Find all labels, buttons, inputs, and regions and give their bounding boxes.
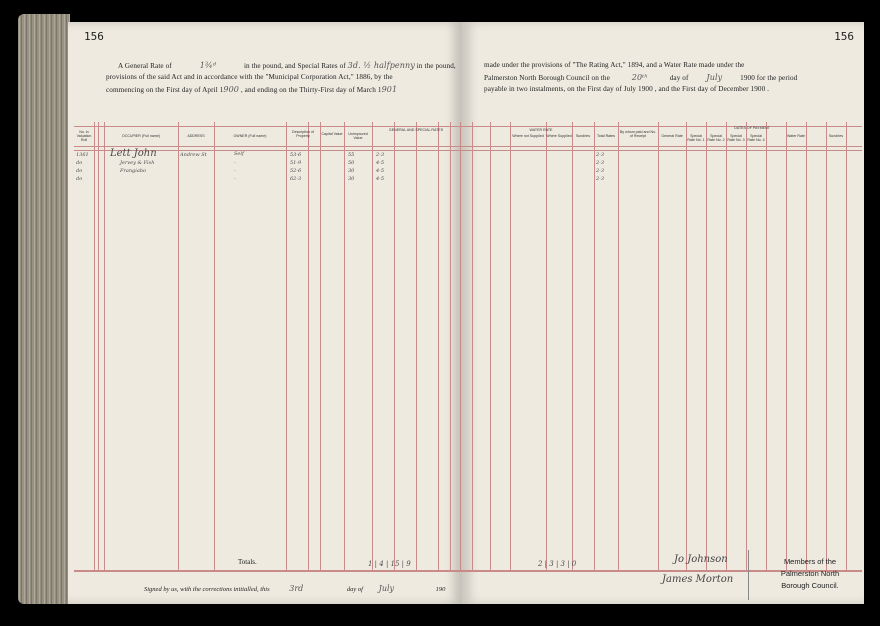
col-water-rate: WATER RATE — [529, 128, 553, 132]
col-pay-sundries: Sundries — [828, 134, 844, 138]
left-ledger-grid: No. in Valuation Roll OCCUPIER (Full name) ADDRESS OWNER (Full name) Description of Property Capital Value Unimproved Value GENERAL AND SPECIAL RATES 1361 Lett John Andrew St Self 53-6 55 2-3 do Jervey & Fish - 51-9 50 4-5 do Frangiabo - 52-6 30 4-5 do - 62-3 30 4-5 — [74, 122, 462, 572]
col-address: ADDRESS — [187, 134, 205, 138]
left-page — [68, 22, 462, 604]
signature-1: Jo Johnson — [674, 554, 728, 565]
header-line2-left: provisions of the said Act and in accordance with the "Municipal Corporation Act," 1886, by the — [106, 73, 393, 81]
totals-label: Totals. — [238, 558, 257, 566]
page-number-left: 156 — [84, 30, 104, 43]
members-label: Members of the Palmerston North Borough Council. — [780, 557, 840, 590]
col-by-whom-paid: By whom paid and No. of Receipt — [619, 130, 657, 138]
signed-line: Signed by us, with the corrections initialled, this 3rd day of July 190 — [144, 584, 446, 593]
total-rates-row2: 2-3 — [596, 160, 605, 166]
col-pay-water: Water Rate — [786, 134, 806, 138]
total-rates-row1: 2-3 — [596, 152, 605, 158]
right-ledger-grid — [462, 122, 862, 572]
header-line2-right: Palmerston North Borough Council on the 20ᵗʰ day of July 1900 for the period — [484, 73, 798, 82]
col-dates-of-payment: DATES OF PAYMENT — [734, 126, 770, 130]
page-edges — [18, 14, 70, 604]
totals-left-value: 1 | 4 | 15 | 9 — [368, 560, 411, 568]
col-where-not-supplied: Where not Supplied — [512, 134, 544, 138]
col-pay-general: General Rate — [661, 134, 683, 138]
page-number-right: 156 — [834, 30, 854, 43]
col-pay-special-4: Special Rate No. 4 — [747, 134, 765, 142]
col-owner: OWNER (Full name) — [233, 134, 267, 138]
col-total-rates: Total Rates — [597, 134, 615, 138]
header-line1-left: A General Rate of 1¾ᵈ in the pound, and Special Rates of 3d. ½ halfpenny in the pound, — [118, 61, 456, 70]
col-pay-special-3: Special Rate No. 3 — [727, 134, 745, 142]
col-pay-special-2: Special Rate No. 2 — [707, 134, 725, 142]
col-where-supplied: Where Supplied — [546, 134, 572, 138]
header-line3-right: payable in two instalments, on the First day of July 1900 , and the First day of December 1900 . — [484, 85, 770, 93]
col-occupier: OCCUPIER (Full name) — [121, 134, 161, 138]
col-sundries: Sundries — [575, 134, 591, 138]
col-capital-value: Capital Value — [321, 132, 343, 136]
total-rates-row4: 2-3 — [596, 176, 605, 182]
header-line3-left: commencing on the First day of April 1900 , and ending on the Thirty-First day of March 1901 — [106, 85, 398, 94]
col-unimproved-value: Unimproved Value — [348, 132, 368, 140]
signature-2: James Morton — [662, 574, 734, 585]
divider — [748, 550, 749, 600]
col-description: Description of Property — [292, 130, 314, 138]
col-valuation-no: No. in Valuation Roll — [76, 130, 92, 142]
col-general-special-rates: GENERAL AND SPECIAL RATES — [388, 128, 444, 132]
col-pay-special-1: Special Rate No. 1 — [687, 134, 705, 142]
header-line1-right: made under the provisions of "The Rating Act," 1894, and a Water Rate made under the — [484, 61, 745, 69]
right-page — [462, 22, 864, 604]
total-rates-row3: 2-3 — [596, 168, 605, 174]
totals-right-value: 2 | 3 | 3 | 0 — [538, 560, 577, 568]
